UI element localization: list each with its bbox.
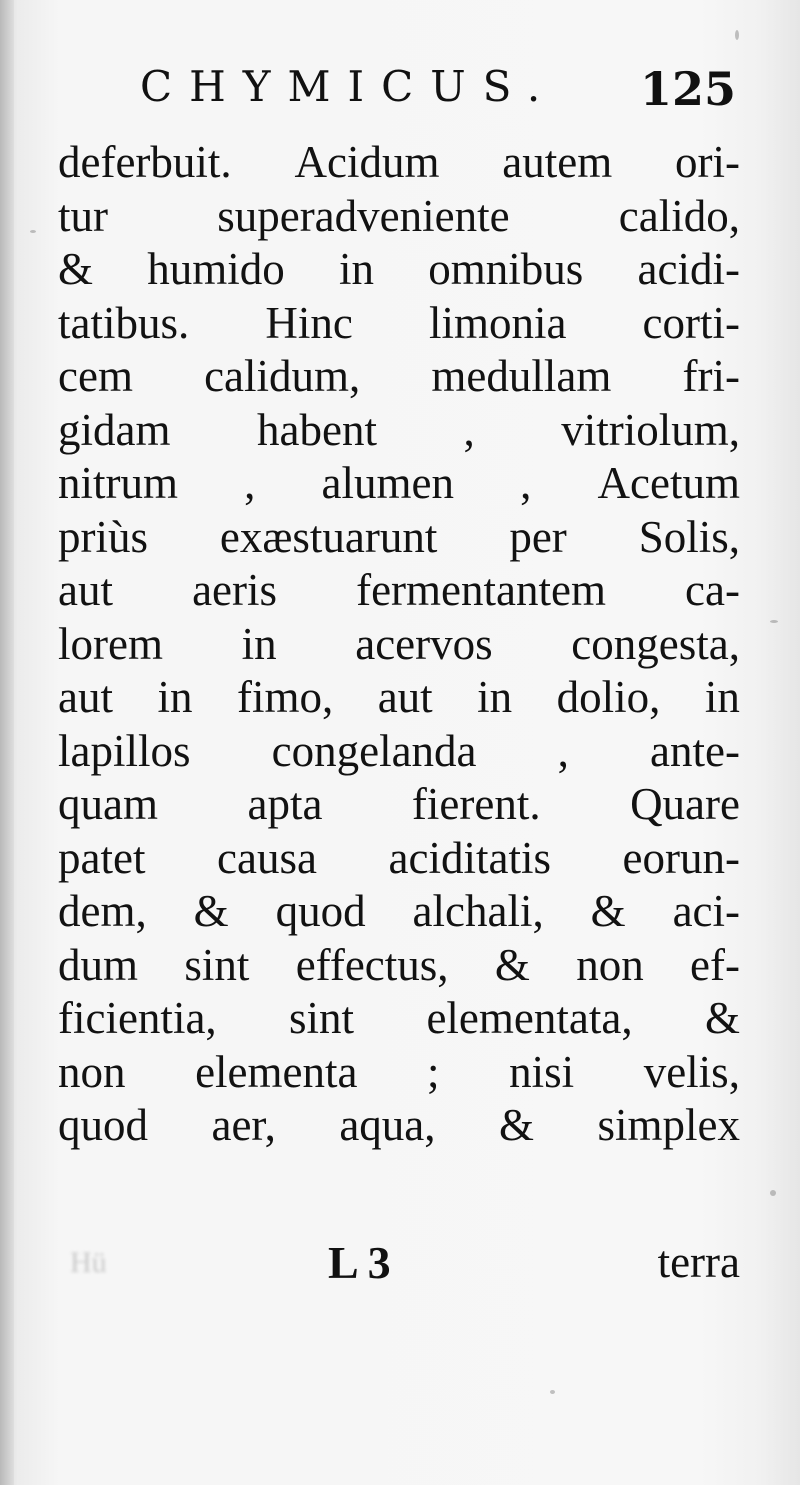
word: aut — [58, 565, 113, 615]
word: aeris — [192, 565, 278, 615]
word: Acidum — [294, 137, 440, 187]
word: elementa — [195, 1046, 358, 1097]
word: dolio, — [556, 672, 661, 722]
word: Solis, — [638, 511, 740, 562]
word: , — [520, 458, 532, 508]
word: in — [339, 244, 375, 294]
page-gutter — [0, 0, 14, 1485]
word: non — [576, 939, 644, 990]
text-line — [58, 778, 740, 832]
paper-speck — [30, 230, 36, 233]
word: superadveniente — [217, 190, 510, 241]
word: in — [704, 672, 740, 722]
text-line — [58, 885, 740, 939]
word: ante- — [650, 725, 740, 776]
word: in — [241, 618, 277, 669]
text-line — [58, 832, 740, 886]
text-line — [58, 1099, 740, 1153]
text-line — [58, 350, 740, 404]
text-line — [58, 992, 740, 1046]
word: in — [157, 672, 193, 722]
text-line — [58, 457, 740, 511]
word: ; — [427, 1046, 440, 1097]
word: Quare — [630, 779, 740, 829]
word: aciditatis — [388, 832, 551, 883]
text-line — [58, 725, 740, 779]
word: deferbuit. — [58, 137, 232, 187]
word: congesta, — [571, 618, 740, 669]
word: aqua, — [339, 1100, 436, 1150]
word: non — [58, 1046, 126, 1097]
word: , — [463, 404, 475, 455]
word: fierent. — [411, 779, 541, 829]
word: dum — [58, 939, 139, 990]
word: causa — [217, 832, 317, 883]
word: elementata, — [426, 993, 633, 1043]
word: lapillos — [58, 725, 191, 776]
word: omnibus — [428, 244, 584, 294]
word: nisi — [509, 1046, 575, 1097]
page-footer — [58, 1236, 740, 1296]
word: in — [477, 672, 513, 722]
word: corti- — [642, 297, 740, 348]
word: alchali, — [412, 886, 544, 936]
text-line — [58, 297, 740, 351]
word: & — [58, 244, 94, 294]
text-line — [58, 511, 740, 565]
text-line — [58, 404, 740, 458]
word: calidum, — [204, 351, 361, 401]
catchword: terra — [657, 1237, 740, 1287]
word: sint — [184, 939, 250, 990]
signature-mark: L 3 — [328, 1237, 391, 1288]
paper-speck — [770, 1190, 776, 1196]
word: , — [244, 458, 256, 508]
word: autem — [502, 137, 613, 187]
word: aci- — [672, 886, 740, 936]
word: per — [509, 511, 567, 562]
text-line — [58, 939, 740, 993]
word: ori- — [675, 137, 740, 187]
word: velis, — [643, 1046, 740, 1097]
word: calido, — [618, 190, 740, 241]
word: humido — [147, 244, 285, 294]
text-line — [58, 564, 740, 618]
running-title: CHYMICUS. — [140, 62, 558, 111]
word: limonia — [428, 297, 567, 348]
page-number: 125 — [639, 62, 736, 116]
word: simplex — [597, 1100, 740, 1150]
word: effectus, — [295, 939, 449, 990]
word: tur — [58, 190, 108, 241]
word: alumen — [321, 458, 454, 508]
body-text — [58, 136, 740, 1153]
word: aut — [58, 672, 113, 722]
word: quod — [275, 886, 366, 936]
text-line — [58, 136, 740, 190]
word: eorun- — [622, 832, 740, 883]
word: ca- — [685, 565, 740, 615]
word: , — [557, 725, 569, 776]
word: & — [499, 1100, 535, 1150]
text-line — [58, 1046, 740, 1100]
word: Hinc — [265, 297, 353, 348]
word: dem, — [58, 886, 147, 936]
word: acervos — [355, 618, 493, 669]
paper-speck — [550, 1390, 555, 1394]
word: cem — [58, 351, 133, 401]
paper-speck — [735, 30, 739, 40]
word: medullam — [431, 351, 612, 401]
word: acidi- — [637, 244, 740, 294]
word: exæstuarunt — [219, 511, 438, 562]
word: tatibus. — [58, 297, 190, 348]
word: sint — [289, 993, 355, 1043]
word: Acetum — [597, 458, 740, 508]
word: nitrum — [58, 458, 178, 508]
paper-speck — [770, 620, 778, 623]
word: & — [590, 886, 626, 936]
show-through-ink: Hü — [70, 1246, 107, 1279]
page-header — [140, 62, 740, 132]
word: & — [193, 886, 229, 936]
word: quod — [58, 1100, 148, 1150]
word: & — [704, 993, 740, 1043]
word: priùs — [58, 511, 148, 562]
word: fermentantem — [356, 565, 606, 615]
text-line — [58, 243, 740, 297]
word: patet — [58, 832, 146, 883]
word: ficientia, — [58, 993, 217, 1043]
text-line — [58, 190, 740, 244]
word: aut — [377, 672, 433, 722]
word: vitriolum, — [561, 404, 740, 455]
word: fimo, — [236, 672, 334, 722]
text-line — [58, 671, 740, 725]
word: lorem — [58, 618, 163, 669]
word: fri- — [682, 351, 740, 401]
word: & — [494, 939, 530, 990]
word: habent — [257, 404, 377, 455]
text-line — [58, 618, 740, 672]
word: apta — [247, 779, 323, 829]
word: quam — [58, 779, 158, 829]
word: ef- — [690, 939, 740, 990]
word: aer, — [211, 1100, 276, 1150]
word: gidam — [58, 404, 171, 455]
word: congelanda — [271, 725, 477, 776]
